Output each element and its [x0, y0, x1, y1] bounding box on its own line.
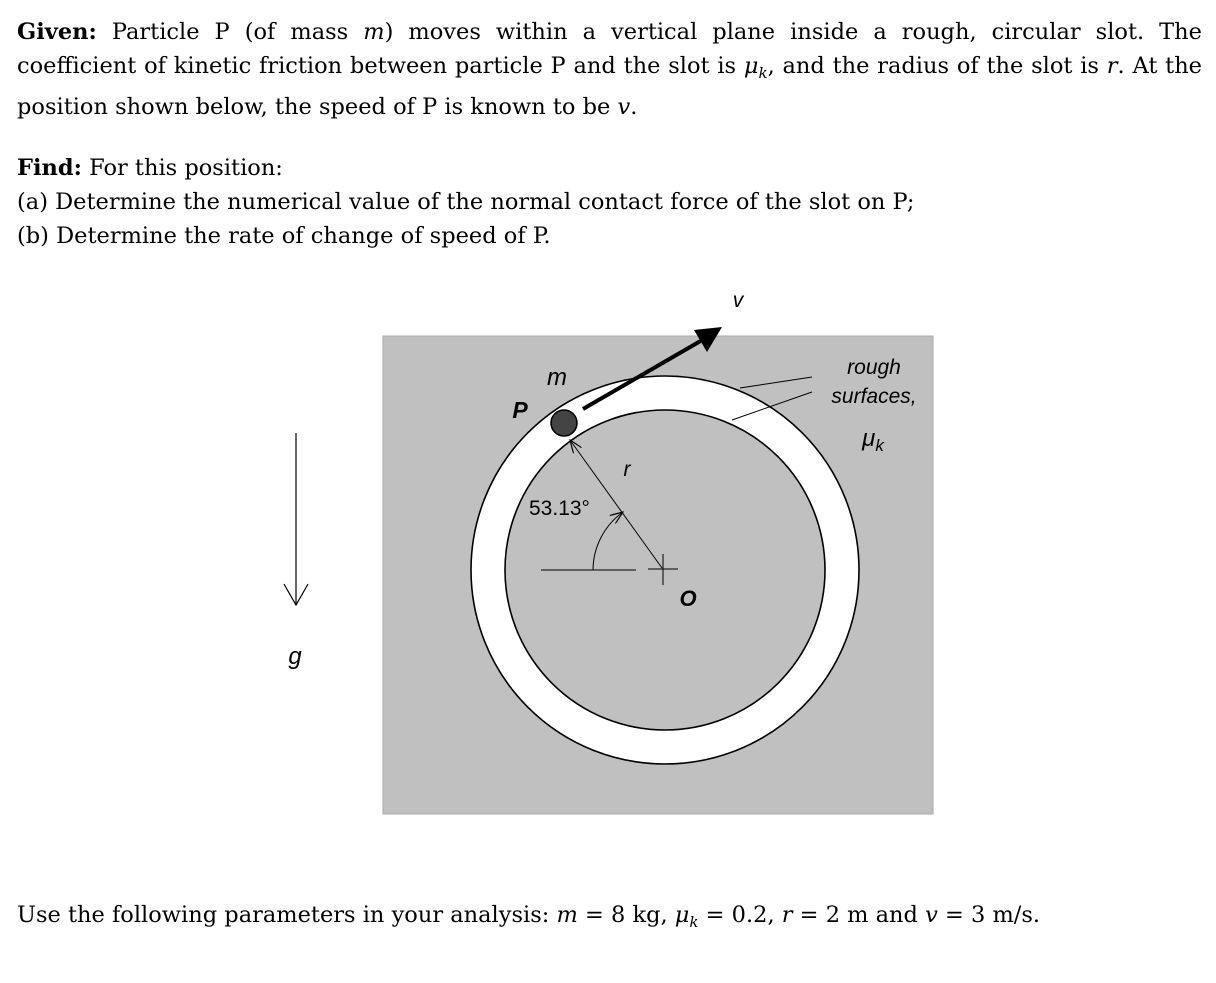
mass-label: m	[547, 364, 567, 391]
velocity-label: v	[732, 289, 744, 312]
mu-label-symbol: μ	[862, 425, 876, 452]
param-r-symbol: r	[781, 902, 793, 928]
param-v-symbol: v	[925, 902, 938, 928]
given-text-4: . At the position shown below, the speed of P is known to be	[17, 53, 1202, 120]
param-mu-value: = 0.2,	[698, 902, 782, 928]
speed-symbol: v	[617, 94, 631, 120]
find-intro: For this position:	[89, 155, 283, 181]
param-mu-symbol: μ	[674, 902, 690, 928]
given-label: Given:	[17, 19, 97, 45]
mu-symbol: μ	[743, 53, 759, 79]
param-m-symbol: m	[556, 902, 578, 928]
mu-label-subscript: k	[875, 436, 884, 455]
given-text-1: Particle P (of mass	[111, 19, 364, 45]
center-label: O	[679, 586, 697, 611]
find-item-a: (a) Determine the numerical value of the normal contact force of the slot on P;	[17, 189, 915, 215]
param-mu-subscript: k	[689, 913, 699, 931]
rough-label-line2: surfaces,	[831, 385, 917, 408]
param-r-value: = 2 m and	[792, 902, 926, 928]
params-intro: Use the following parameters in your analysis:	[17, 902, 557, 928]
gravity-label: g	[288, 643, 302, 670]
angle-label: 53.13°	[529, 497, 590, 520]
param-v-value: = 3 m/s.	[937, 902, 1041, 928]
parameters-line	[17, 898, 1202, 939]
param-m-value: = 8 kg,	[577, 902, 675, 928]
find-label: Find:	[17, 155, 82, 181]
given-text-2: ) moves within a vertical plane inside a rough, circular slot. The coefficient of kinetic friction between particle P and the slot is	[17, 19, 1202, 79]
given-text-5: .	[630, 94, 638, 120]
radius-label: r	[623, 458, 631, 481]
find-item-b: (b) Determine the rate of change of speed of P.	[17, 223, 551, 249]
given-text-3: , and the radius of the slot is	[767, 53, 1107, 79]
particle-p	[551, 410, 577, 436]
mass-symbol: m	[363, 19, 385, 45]
rough-label-line1: rough	[847, 356, 901, 379]
radius-symbol: r	[1106, 53, 1118, 79]
particle-label: P	[512, 397, 528, 423]
mu-subscript: k	[758, 64, 768, 82]
